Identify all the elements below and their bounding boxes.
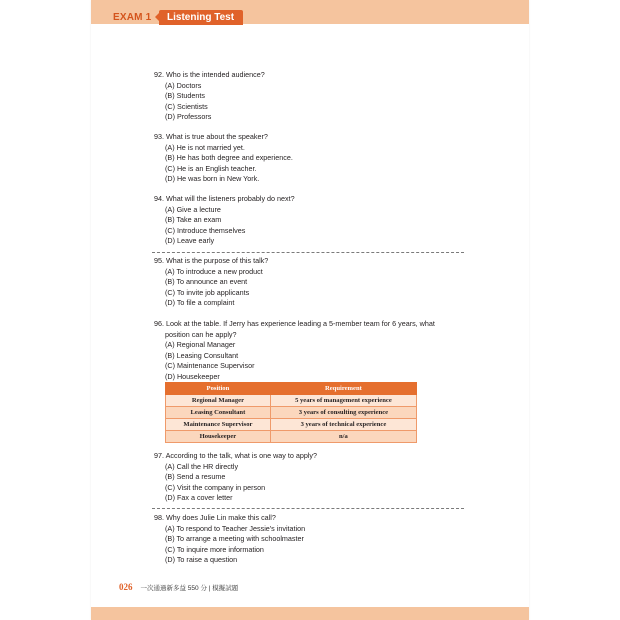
- option-a: (A) To introduce a new product: [165, 266, 263, 276]
- requirements-table: [165, 382, 417, 443]
- question-stem: 98. Why does Julie Lin make this call?: [154, 513, 276, 522]
- header-band: [91, 0, 529, 24]
- table-cell: 3 years of technical experience: [270, 419, 416, 431]
- table-header: Requirement: [270, 383, 416, 395]
- table-cell: Leasing Consultant: [166, 407, 271, 419]
- table-cell: 5 years of management experience: [270, 395, 416, 407]
- question-stem: 93. What is true about the speaker?: [154, 132, 268, 141]
- question-96: [154, 319, 435, 382]
- table-header: Position: [166, 383, 271, 395]
- question-93: [154, 132, 293, 185]
- page-number: 026: [119, 582, 133, 592]
- option-a: (A) Give a lecture: [165, 204, 221, 214]
- question-stem: 97. According to the talk, what is one way to apply?: [154, 451, 318, 460]
- option-a: (A) To respond to Teacher Jessie's invitation: [165, 523, 306, 533]
- option-b: (B) To arrange a meeting with schoolmaster: [165, 534, 304, 543]
- option-d: (D) Professors: [165, 112, 212, 121]
- table-row: [166, 419, 417, 431]
- section-divider: [152, 252, 464, 253]
- option-d: (D) To file a complaint: [165, 298, 235, 307]
- table-cell: 3 years of consulting experience: [270, 407, 416, 419]
- option-c: (C) To inquire more information: [165, 544, 264, 554]
- question-stem-continued: position can he apply?: [165, 329, 237, 339]
- option-a: (A) Doctors: [165, 80, 202, 90]
- question-stem: 96. Look at the table. If Jerry has experience leading a 5-member team for 6 years, what: [154, 319, 435, 328]
- section-divider: [152, 508, 464, 509]
- option-b: (B) Send a resume: [165, 472, 226, 481]
- option-d: (D) He was born in New York.: [165, 174, 260, 183]
- option-d: (D) Housekeeper: [165, 371, 220, 381]
- table-row: [166, 431, 417, 443]
- table-header-row: [166, 383, 417, 395]
- option-c: (C) He is an English teacher.: [165, 163, 257, 173]
- book-title: 一次通過新多益 550 分 | 模擬試題: [140, 584, 239, 592]
- page-footer: [119, 582, 238, 592]
- option-b: (B) To announce an event: [165, 277, 248, 286]
- exam-label: EXAM 1: [113, 12, 152, 23]
- option-d: (D) To raise a question: [165, 555, 238, 564]
- option-c: (C) Introduce themselves: [165, 225, 246, 235]
- table-cell: Regional Manager: [166, 395, 271, 407]
- option-c: (C) To invite job applicants: [165, 287, 250, 297]
- table-row: [166, 407, 417, 419]
- question-stem: 95. What is the purpose of this talk?: [154, 256, 269, 265]
- question-95: [154, 256, 268, 309]
- option-a: (A) Regional Manager: [165, 340, 236, 349]
- option-c: (C) Scientists: [165, 101, 208, 111]
- option-a: (A) Call the HR directly: [165, 461, 239, 471]
- option-c: (C) Visit the company in person: [165, 482, 266, 492]
- option-b: (B) Take an exam: [165, 215, 222, 224]
- question-92: [154, 70, 265, 123]
- option-b: (B) Leasing Consultant: [165, 350, 239, 360]
- table-cell: Housekeeper: [166, 431, 271, 443]
- section-tab: Listening Test: [159, 10, 243, 25]
- option-c: (C) Maintenance Supervisor: [165, 361, 255, 370]
- question-97: [154, 451, 317, 504]
- footer-band: [91, 607, 529, 620]
- table-cell: n/a: [270, 431, 416, 443]
- table-cell: Maintenance Supervisor: [166, 419, 271, 431]
- option-a: (A) He is not married yet.: [165, 142, 245, 152]
- question-94: [154, 194, 295, 247]
- question-98: [154, 513, 305, 566]
- option-b: (B) Students: [165, 91, 205, 100]
- question-stem: 92. Who is the intended audience?: [154, 70, 265, 79]
- option-d: (D) Fax a cover letter: [165, 493, 233, 502]
- table-row: [166, 395, 417, 407]
- option-d: (D) Leave early: [165, 236, 215, 245]
- option-b: (B) He has both degree and experience.: [165, 153, 293, 162]
- question-stem: 94. What will the listeners probably do next?: [154, 194, 295, 203]
